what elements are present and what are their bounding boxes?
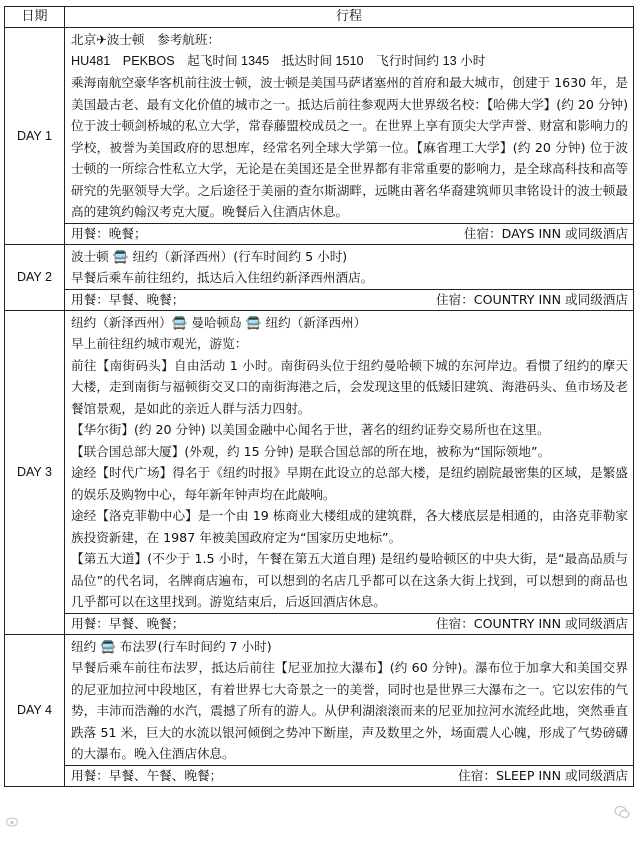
day-label: DAY 2 [5, 244, 65, 310]
day-content [65, 310, 634, 613]
watermark-left [6, 815, 20, 830]
day-content [65, 634, 634, 765]
day-row [5, 634, 634, 765]
hotel-text: 住宿：COUNTRY INN 或同级酒店 [436, 291, 628, 307]
route-line: 波士顿 🚍 纽约（新泽西州）(行车时间约 5 小时) [71, 248, 348, 264]
route-line: 北京✈波士顿 参考航班： [71, 32, 221, 47]
attraction-paragraph: 途经【洛克菲勒中心】是一个由 19 栋商业大楼组成的建筑群，各大楼底层是相通的，由洛克菲勒家族投资新建，在 1987 年被美国政府定为“国家历史地标”。 [71, 508, 628, 545]
watermark-right [614, 805, 630, 822]
meal-row [5, 223, 634, 244]
day-row [5, 244, 634, 289]
header-row [5, 7, 634, 28]
day-content [65, 244, 634, 289]
flight-info: HU481 PEKBOS 起飞时间 1345 抵达时间 1510 飞行时间约 13 小时 [71, 53, 486, 68]
attraction-paragraph: 【联合国总部大厦】(外观，约 15 分钟) 是联合国总部的所在地，被称为“国际领地”。 [71, 443, 551, 459]
attraction-paragraph: 途经【时代广场】得名于《纽约时报》早期在此设立的总部大楼，是纽约剧院最密集的区域，是繁盛的娱乐及购物中心，每年新年钟声均在此敲响。 [71, 465, 628, 502]
itinerary-table [4, 6, 634, 787]
meals-text: 用餐：早餐、午餐、晚餐； [71, 767, 223, 783]
meals-text: 用餐：早餐、晚餐； [71, 291, 185, 307]
meals-text: 用餐：早餐、晚餐； [71, 615, 185, 631]
attraction-paragraph: 【第五大道】(不少于 1.5 小时，午餐在第五大道自理) 是纽约曼哈顿区的中央大街，是“最高品质与品位”的代名词，名牌商店遍布，可以想到的名店几乎都可以在这条大街上找到，可以想到的商品也几乎都可以在这里找到。游览结束后，后返回酒店休息。 [71, 551, 628, 609]
meal-cell [65, 289, 634, 310]
meals-text: 用餐：晚餐； [71, 225, 147, 241]
hotel-text: 住宿：DAYS INN 或同级酒店 [463, 225, 628, 241]
date-column-header: 日期 [5, 7, 65, 28]
attraction-paragraph: 前往【南街码头】自由活动 1 小时。南街码头位于纽约曼哈顿下城的东河岸边。看惯了纽约的摩天大楼，走到南街与福顿街交叉口的南街海港之后，会发现这里的低矮旧建筑、海港码头、鱼市场及老餐馆景观，是如此的亲近人群与活力四射。 [71, 357, 628, 416]
description-paragraph: 乘海南航空豪华客机前往波士顿，波士顿是美国马萨诸塞州的首府和最大城市，创建于 1630 年，是美国最古老、最有文化价值的城市之一。抵达后前往参观两大世界级名校：【哈佛大学】(约 20 分钟) 位于波士顿剑桥城的私立大学，常春藤盟校成员之一。在世界上享有顶尖大学声誉、财富和影响力的学校，被誉为美国政府的思想库，经常名列全球大学第一位。【麻省理工大学】(约 20 分钟) 位于波士顿的一所综合性私立大学，无论是在美国还是全世界都有非常重要的影响力，是全球高科技和高等研究的先驱领导大学。之后途径于美丽的查尔斯湖畔，远眺由著名华裔建筑师贝聿铭设计的波士顿最高的建筑约翰汉考克大厦。晚餐后入住酒店休息。 [71, 75, 628, 219]
weibo-logo-icon [6, 815, 20, 827]
day-label: DAY 3 [5, 310, 65, 634]
itinerary-column-header: 行程 [65, 7, 634, 28]
description-paragraph: 早餐后乘车前往纽约，抵达后入住纽约新泽西州酒店。 [71, 270, 374, 285]
hotel-text: 住宿：COUNTRY INN 或同级酒店 [436, 615, 628, 631]
hotel-text: 住宿：SLEEP INN 或同级酒店 [458, 767, 628, 783]
description-paragraph: 早餐后乘车前往布法罗，抵达后前往【尼亚加拉大瀑布】(约 60 分钟)。瀑布位于加拿大和美国交界的尼亚加拉河中段地区，有着世界七大奇景之一的美誉，同时也是世界三大瀑布之一。它以宏伟的气势，丰沛而浩瀚的水汽，震撼了所有的游人。从伊利湖滚滚而来的尼亚加拉河水流经此地，突然垂直跌落 51 米，巨大的水流以银河倾倒之势冲下断崖，声及数里之外，场面震人心魄，形成了气势磅礴的大瀑布。晚入住酒店休息。 [71, 660, 628, 761]
route-line: 纽约（新泽西州）🚍 曼哈顿岛 🚍 纽约（新泽西州） [71, 314, 367, 330]
meal-cell [65, 223, 634, 244]
meal-row [5, 765, 634, 786]
meal-cell [65, 765, 634, 786]
day-row [5, 28, 634, 224]
meal-cell [65, 613, 634, 634]
day-label: DAY 4 [5, 634, 65, 786]
day-row [5, 310, 634, 613]
attraction-paragraph: 【华尔街】(约 20 分钟) 以美国金融中心闻名于世，著名的纽约证券交易所也在这里。 [71, 422, 550, 437]
meal-row [5, 613, 634, 634]
route-line: 纽约 🚍 布法罗(行车时间约 7 小时) [71, 638, 272, 654]
wechat-logo-icon [614, 805, 630, 819]
intro-line: 早上前往纽约城市观光，游览： [71, 336, 248, 351]
day-label: DAY 1 [5, 28, 65, 245]
meal-row [5, 289, 634, 310]
day-content [65, 28, 634, 224]
